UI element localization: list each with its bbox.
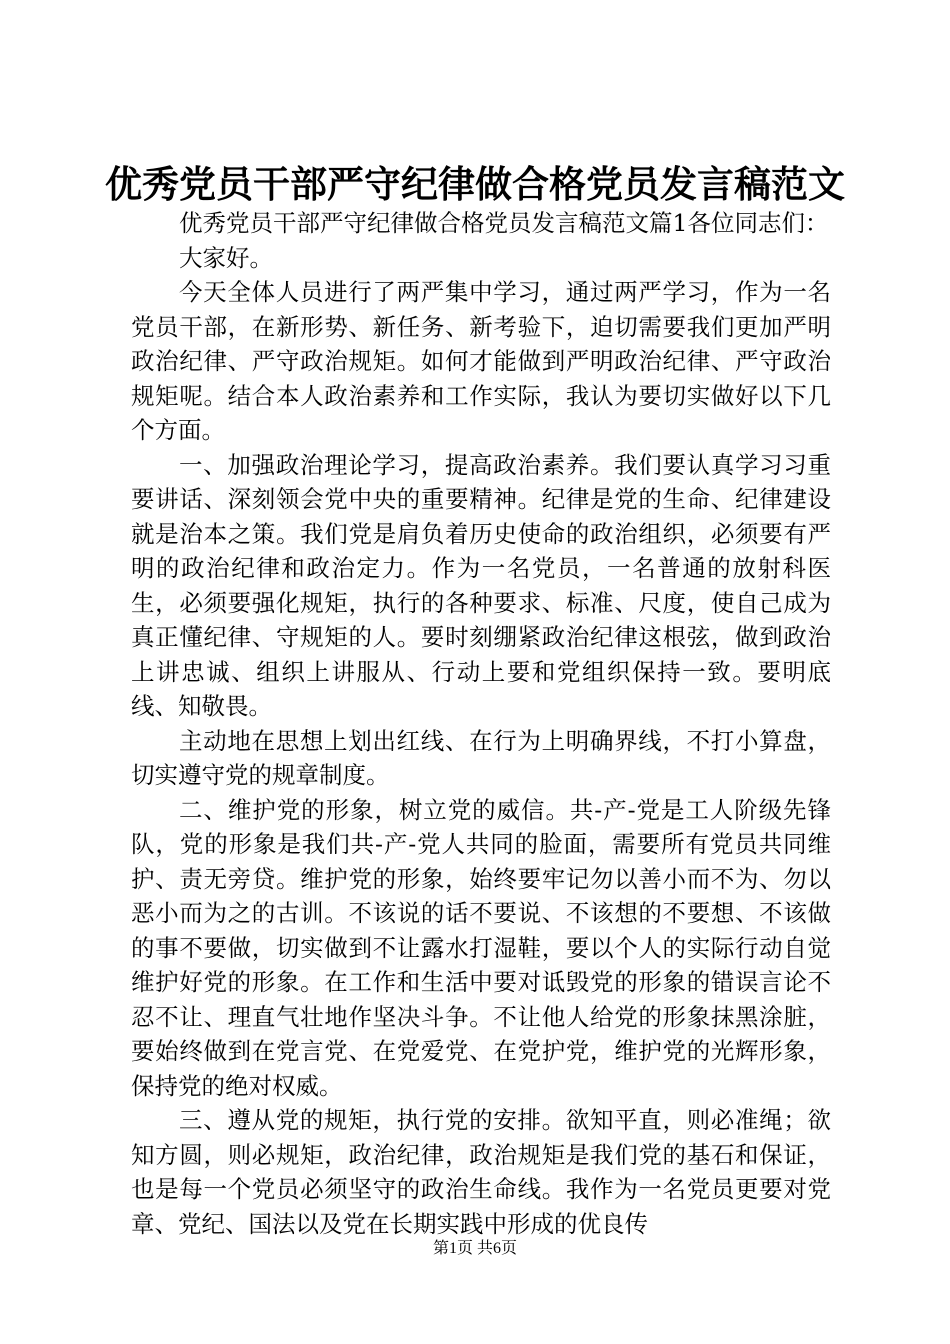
document-body bbox=[131, 206, 831, 1241]
document-title: 优秀党员干部严守纪律做合格党员发言稿范文 bbox=[105, 162, 845, 206]
paragraph-section-1-cont: 主动地在思想上划出红线、在行为上明确界线，不打小算盘，切实遵守党的规章制度。 bbox=[131, 726, 831, 789]
paragraph-greeting: 大家好。 bbox=[179, 243, 273, 272]
page-number: 第1页 共6页 bbox=[432, 1240, 517, 1257]
paragraph-intro: 今天全体人员进行了两严集中学习，通过两严学习，作为一名党员干部，在新形势、新任务、新考验下，迫切需要我们更加严明政治纪律、严守政治规矩。如何才能做到严明政治纪律、严守政治规矩呢。结合本人政治素养和工作实际，我认为要切实做好以下几个方面。 bbox=[131, 278, 831, 444]
paragraph-section-1: 一、加强政治理论学习，提高政治素养。我们要认真学习习重要讲话、深刻领会党中央的重要精神。纪律是党的生命、纪律建设就是治本之策。我们党是肩负着历史使命的政治组织，必须要有严明的政治纪律和政治定力。作为一名党员，一名普通的放射科医生，必须要强化规矩，执行的各种要求、标准、尺度，使自己成为真正懂纪律、守规矩的人。要时刻绷紧政治纪律这根弦，做到政治上讲忠诚、组织上讲服从、行动上要和党组织保持一致。要明底线、知敬畏。 bbox=[131, 450, 831, 720]
paragraph-section-3: 三、遵从党的规矩，执行党的安排。欲知平直，则必准绳；欲知方圆，则必规矩，政治纪律，政治规矩是我们党的基石和保证，也是每一个党员必须坚守的政治生命线。我作为一名党员更要对党章、党纪、国法以及党在长期实践中形成的优良传 bbox=[131, 1106, 831, 1238]
paragraph-heading: 优秀党员干部严守纪律做合格党员发言稿范文篇1各位同志们： bbox=[179, 209, 829, 237]
paragraph-section-2: 二、维护党的形象，树立党的威信。共-产-党是工人阶级先锋队，党的形象是我们共-产-党人共同的脸面，需要所有党员共同维护、责无旁贷。维护党的形象，始终要牢记勿以善小而不为、勿以恶小而为之的古训。不该说的话不要说、不该想的不要想、不该做的事不要做，切实做到不让露水打湿鞋，要以个人的实际行动自觉维护好党的形象。在工作和生活中要对诋毁党的形象的错误言论不忍不让、理直气壮地作坚决斗争。不让他人给党的形象抹黑涂脏，要始终做到在党言党、在党爱党、在党护党，维护党的光辉形象，保持党的绝对权威。 bbox=[131, 795, 831, 1100]
